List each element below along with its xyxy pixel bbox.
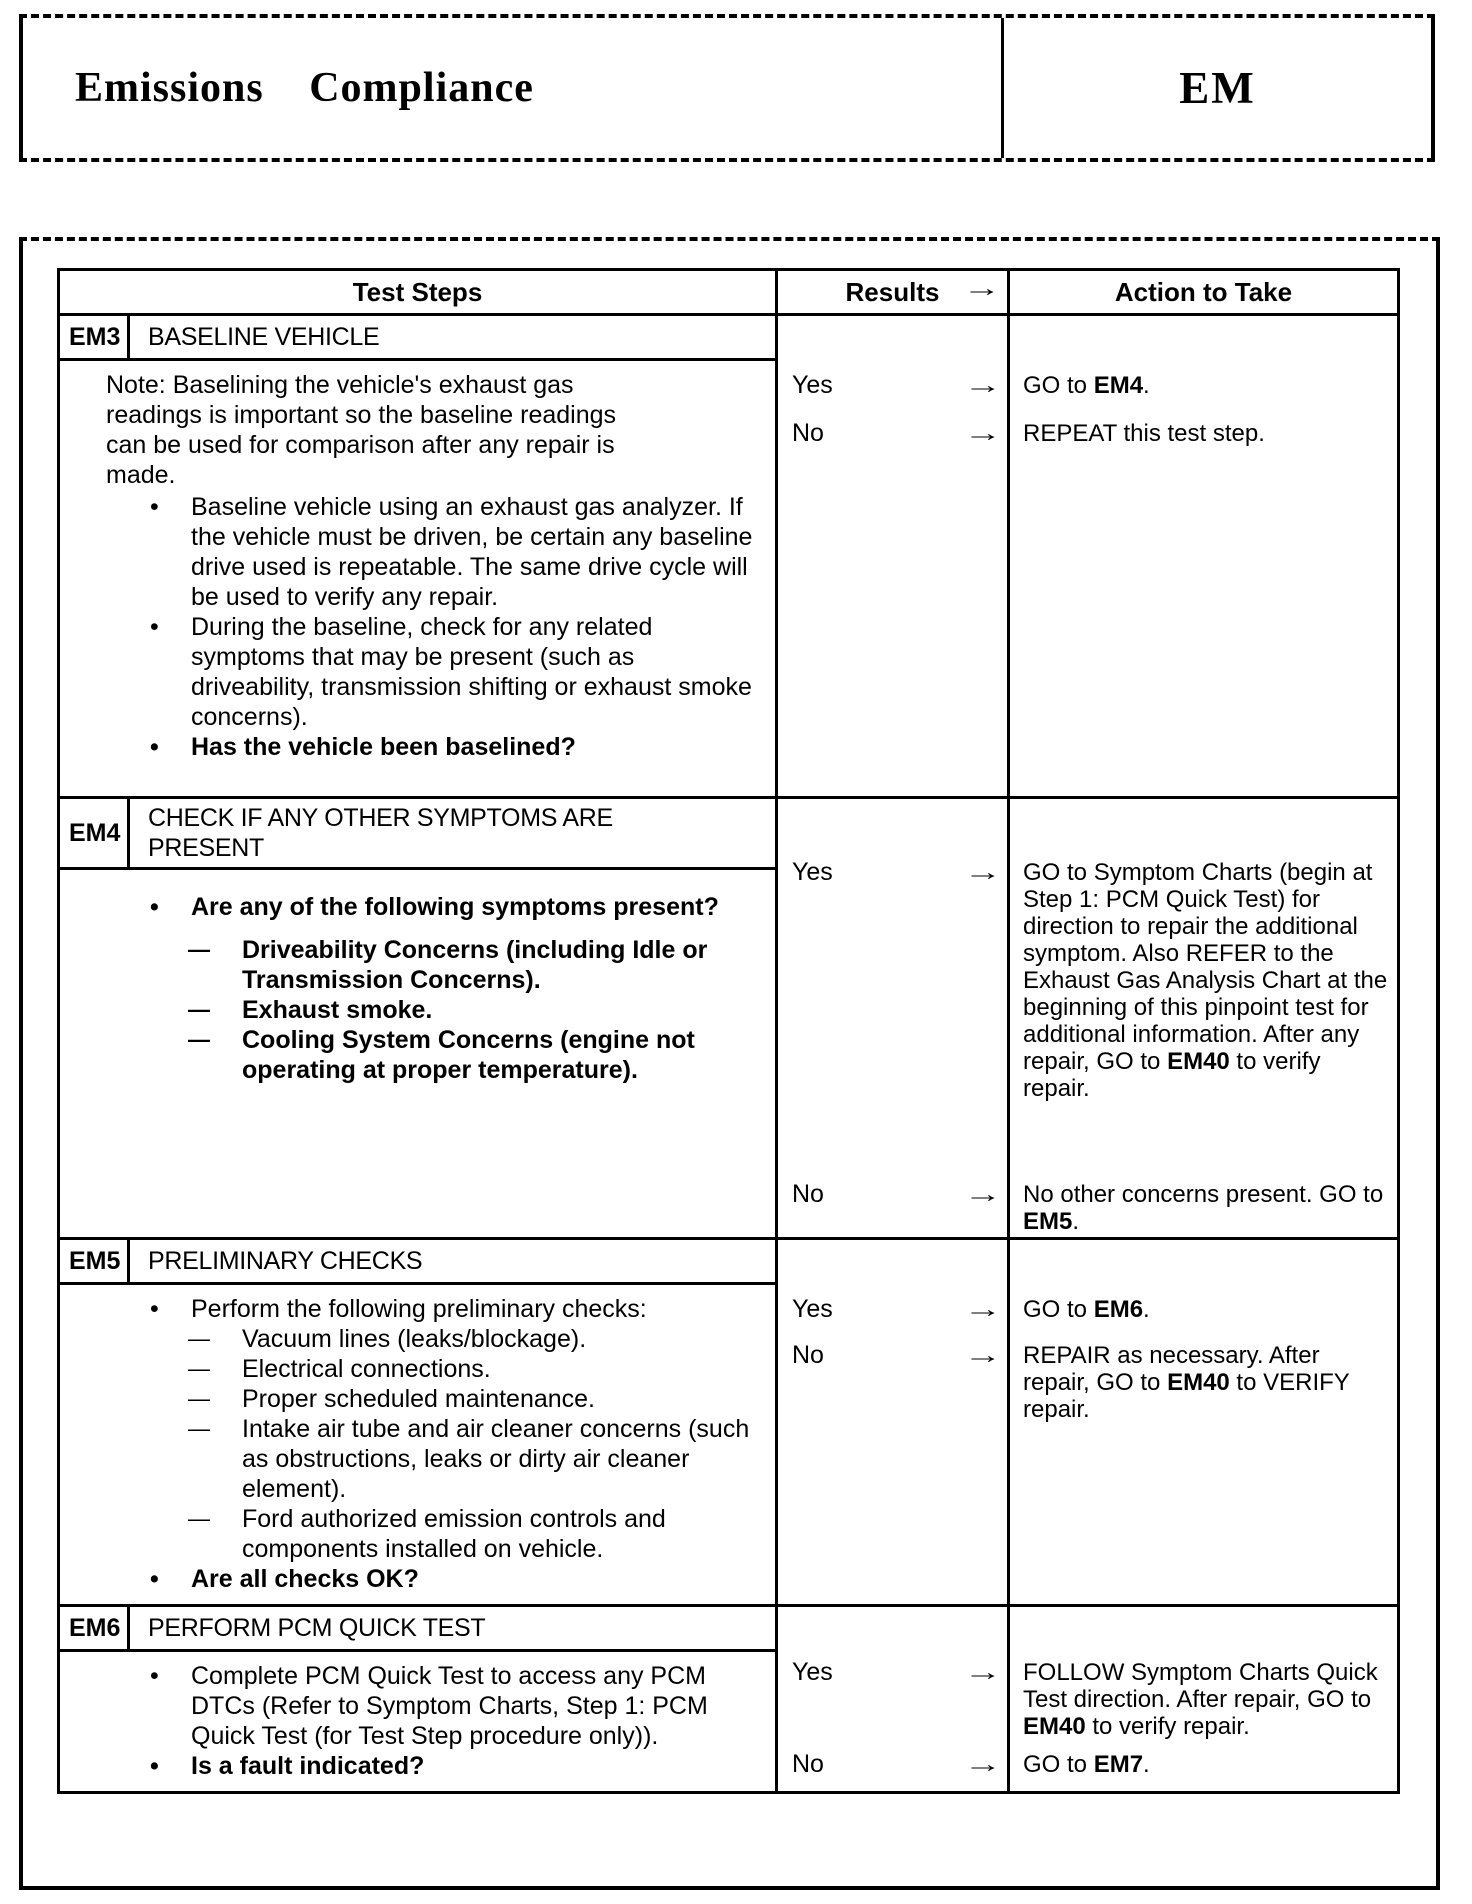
result-label: Yes (792, 1295, 833, 1323)
action-text: GO to EM4. (1023, 372, 1150, 399)
result-label: No (792, 1341, 824, 1369)
result-row (778, 1296, 1007, 1342)
step-title (130, 1240, 775, 1282)
list-item: — Cooling System Concerns (engine not operating at proper temperature). (106, 1025, 757, 1085)
result-row (778, 859, 1007, 1181)
step-body (60, 361, 775, 772)
test-steps-cell (60, 799, 778, 1237)
column-header-results (778, 271, 1010, 313)
column-header-label: Test Steps (352, 276, 483, 307)
result-label: Yes (792, 858, 833, 886)
list-item-question: • Has the vehicle been baselined? (106, 732, 757, 762)
column-header-label: Results (845, 276, 940, 307)
action-text: REPEAT this test step. (1023, 420, 1265, 447)
column-header-label: Action to Take (1114, 276, 1293, 307)
note-text: Note: Baselining the vehicle's exhaust gas readings is important so the baseline readings can be used for comparison after any repair is made. (106, 371, 617, 489)
results-cell (778, 799, 1010, 1237)
result-row (778, 1659, 1007, 1751)
right-arrow-icon: → (963, 1659, 1002, 1686)
results-cell (778, 1240, 1010, 1604)
action-cell (1010, 1607, 1397, 1791)
table-header-row (60, 271, 1397, 316)
test-steps-cell (60, 316, 778, 796)
action-cell (1010, 316, 1397, 796)
section-header (60, 316, 775, 361)
action-text: FOLLOW Symptom Charts Quick Test direction. After repair, GO to EM40 to verify repair. (1023, 1659, 1378, 1740)
result-label: No (792, 1180, 824, 1208)
step-body (60, 1285, 775, 1604)
right-arrow-icon: → (963, 372, 1002, 399)
test-step-section-em6 (60, 1607, 1397, 1791)
right-arrow-icon: → (963, 1751, 1002, 1778)
step-id: EM3 (60, 316, 130, 358)
action-text: REPAIR as necessary. After repair, GO to EM40 to VERIFY repair. (1023, 1342, 1350, 1423)
page-title: Emissions Compliance (75, 65, 534, 111)
page-header-right (1004, 18, 1431, 158)
page-header-box (19, 14, 1435, 162)
result-row (778, 1342, 1007, 1369)
list-item: • During the baseline, check for any related symptoms that may be present (such as driveability, transmission shifting or exhaust smoke concerns). (106, 612, 757, 732)
column-header-test-steps (60, 271, 778, 313)
step-title-text: CHECK IF ANY OTHER SYMPTOMS ARE PRESENT (148, 804, 613, 862)
result-label: Yes (792, 371, 833, 399)
test-step-section-em4 (60, 799, 1397, 1240)
section-code: EM (1179, 63, 1256, 113)
list-item: • Perform the following preliminary checks: (106, 1294, 757, 1324)
list-item: • Complete PCM Quick Test to access any PCM DTCs (Refer to Symptom Charts, Step 1: PCM Quick Test (for Test Step procedure only)). (106, 1661, 757, 1751)
right-arrow-icon: → (963, 1296, 1002, 1323)
action-text: GO to Symptom Charts (begin at Step 1: PCM Quick Test) for direction to repair the additional symptom. Also REFER to the Exhaust Gas Analysis Chart at the beginning of this pinpoint test for additional information. After any repair, GO to EM40 to verify repair. (1023, 859, 1388, 1102)
list-item: — Exhaust smoke. (106, 995, 757, 1025)
right-arrow-icon: → (963, 420, 1002, 447)
list-item-question: • Is a fault indicated? (106, 1751, 757, 1781)
list-item: — Proper scheduled maintenance. (106, 1384, 757, 1414)
page-header-left (23, 18, 1004, 158)
right-arrow-icon: → (963, 1181, 1002, 1208)
action-cell (1010, 799, 1397, 1237)
result-label: No (792, 419, 824, 447)
section-header (60, 799, 775, 870)
test-step-section-em3 (60, 316, 1397, 799)
test-step-section-em5 (60, 1240, 1397, 1607)
step-title-text: BASELINE VEHICLE (148, 323, 380, 351)
list-item: — Driveability Concerns (including Idle or Transmission Concerns). (106, 935, 757, 995)
right-arrow-icon: → (962, 275, 1001, 302)
action-text: GO to EM7. (1023, 1751, 1150, 1778)
section-header (60, 1607, 775, 1652)
test-steps-cell (60, 1240, 778, 1604)
list-item: — Intake air tube and air cleaner concerns (such as obstructions, leaks or dirty air cleaner element). (106, 1414, 757, 1504)
step-title (130, 799, 775, 867)
result-row (778, 420, 1007, 447)
list-item: — Ford authorized emission controls and components installed on vehicle. (106, 1504, 757, 1564)
list-item: — Vacuum lines (leaks/blockage). (106, 1324, 757, 1354)
section-header (60, 1240, 775, 1285)
right-arrow-icon: → (963, 859, 1002, 886)
step-id: EM4 (60, 799, 130, 867)
step-body (60, 870, 775, 1095)
list-item: • Baseline vehicle using an exhaust gas analyzer. If the vehicle must be driven, be certain any baseline drive used is repeatable. The same drive cycle will be used to verify any repair. (106, 492, 757, 612)
step-id: EM5 (60, 1240, 130, 1282)
results-cell (778, 1607, 1010, 1791)
step-title-text: PERFORM PCM QUICK TEST (148, 1614, 486, 1642)
list-item-question: • Are all checks OK? (106, 1564, 757, 1594)
results-cell (778, 316, 1010, 796)
result-row (778, 372, 1007, 420)
list-item-question: • Are any of the following symptoms present? (106, 892, 756, 922)
step-title (130, 1607, 775, 1649)
result-label: Yes (792, 1658, 833, 1686)
step-title (130, 316, 775, 358)
diagnostic-table (57, 268, 1400, 1794)
action-text: No other concerns present. GO to EM5. (1023, 1181, 1384, 1235)
column-header-action (1010, 271, 1397, 313)
step-body (60, 1652, 775, 1791)
result-row (778, 1751, 1007, 1778)
step-title-text: PRELIMINARY CHECKS (148, 1247, 423, 1275)
right-arrow-icon: → (963, 1342, 1002, 1369)
step-id: EM6 (60, 1607, 130, 1649)
list-item: — Electrical connections. (106, 1354, 757, 1384)
result-label: No (792, 1750, 824, 1778)
result-row (778, 1181, 1007, 1208)
action-cell (1010, 1240, 1397, 1604)
action-text: GO to EM6. (1023, 1296, 1150, 1323)
test-steps-cell (60, 1607, 778, 1791)
